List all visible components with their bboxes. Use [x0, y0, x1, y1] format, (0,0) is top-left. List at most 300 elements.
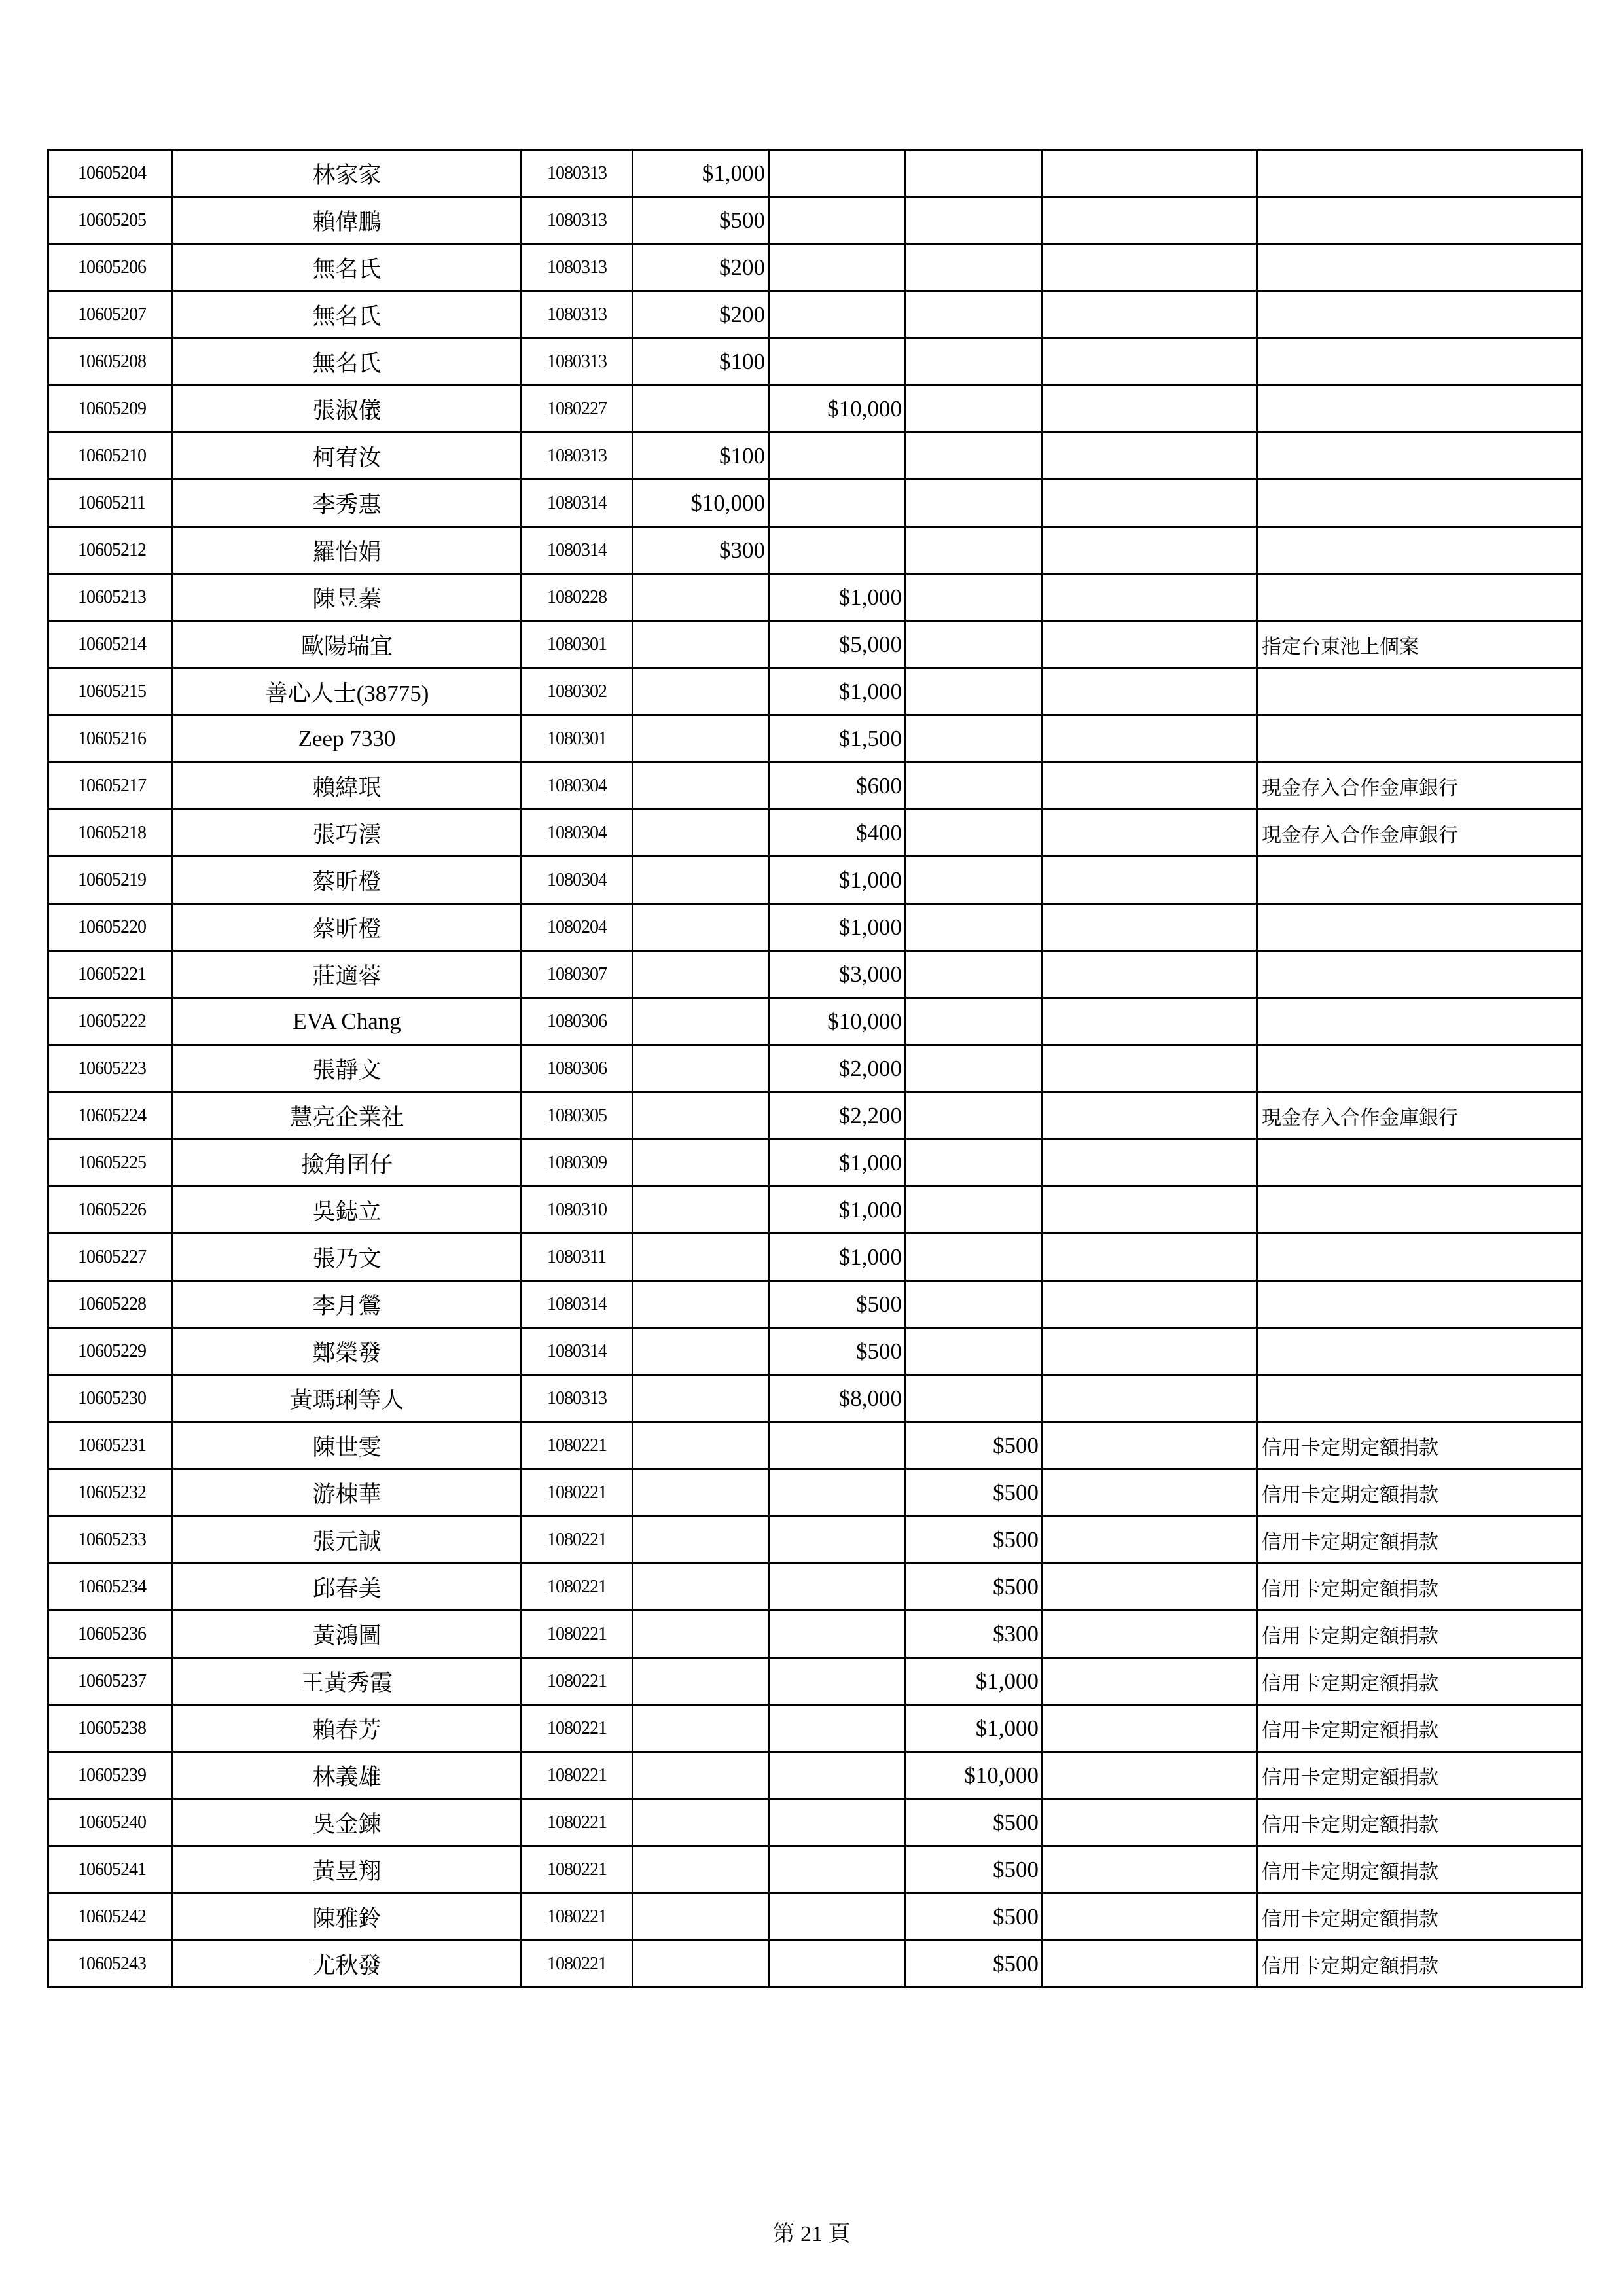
amount-col4-cell — [1043, 197, 1257, 244]
donation-date-cell: 1080302 — [522, 668, 633, 715]
table-row — [48, 904, 1582, 951]
donation-date-cell: 1080304 — [522, 810, 633, 857]
receipt-number-cell: 10605209 — [48, 386, 173, 433]
amount-col3-cell — [906, 433, 1043, 480]
remark-cell: 信用卡定期定額捐款 — [1257, 1516, 1582, 1564]
donor-name-cell: 王黃秀霞 — [173, 1658, 522, 1705]
receipt-number-cell: 10605204 — [48, 150, 173, 197]
amount-col3-cell — [906, 480, 1043, 527]
table-row — [48, 1281, 1582, 1328]
amount-col2-cell — [769, 1564, 906, 1611]
table-row — [48, 715, 1582, 762]
amount-col4-cell — [1043, 1705, 1257, 1752]
amount-col1-cell — [633, 951, 769, 998]
amount-col3-cell: $500 — [906, 1469, 1043, 1516]
amount-col1-cell: $200 — [633, 244, 769, 291]
receipt-number-cell: 10605234 — [48, 1564, 173, 1611]
donor-name-cell: EVA Chang — [173, 998, 522, 1045]
donor-name-cell: 羅怡娟 — [173, 527, 522, 574]
amount-col1-cell — [633, 386, 769, 433]
remark-cell — [1257, 433, 1582, 480]
table-row — [48, 1328, 1582, 1375]
amount-col4-cell — [1043, 1328, 1257, 1375]
remark-cell: 信用卡定期定額捐款 — [1257, 1658, 1582, 1705]
receipt-number-cell: 10605221 — [48, 951, 173, 998]
donor-name-cell: 黃鴻圖 — [173, 1611, 522, 1658]
donor-name-cell: 李秀惠 — [173, 480, 522, 527]
amount-col1-cell — [633, 1611, 769, 1658]
amount-col2-cell — [769, 1469, 906, 1516]
amount-col3-cell: $500 — [906, 1564, 1043, 1611]
receipt-number-cell: 10605215 — [48, 668, 173, 715]
amount-col4-cell — [1043, 1281, 1257, 1328]
amount-col1-cell — [633, 998, 769, 1045]
amount-col4-cell — [1043, 1846, 1257, 1893]
remark-cell: 信用卡定期定額捐款 — [1257, 1611, 1582, 1658]
receipt-number-cell: 10605211 — [48, 480, 173, 527]
amount-col3-cell — [906, 951, 1043, 998]
amount-col1-cell: $200 — [633, 291, 769, 338]
table-row — [48, 1564, 1582, 1611]
donor-name-cell: 鄭榮發 — [173, 1328, 522, 1375]
table-row — [48, 1846, 1582, 1893]
amount-col4-cell — [1043, 621, 1257, 668]
amount-col1-cell — [633, 1139, 769, 1187]
table-row — [48, 998, 1582, 1045]
table-row — [48, 150, 1582, 197]
amount-col1-cell — [633, 1893, 769, 1941]
receipt-number-cell: 10605226 — [48, 1187, 173, 1234]
amount-col3-cell — [906, 197, 1043, 244]
ledger-body — [48, 150, 1582, 1988]
amount-col1-cell: $100 — [633, 338, 769, 386]
amount-col3-cell — [906, 291, 1043, 338]
table-row — [48, 1516, 1582, 1564]
table-row — [48, 1893, 1582, 1941]
receipt-number-cell: 10605213 — [48, 574, 173, 621]
receipt-number-cell: 10605243 — [48, 1941, 173, 1988]
amount-col2-cell: $2,000 — [769, 1045, 906, 1092]
amount-col3-cell — [906, 1281, 1043, 1328]
amount-col1-cell — [633, 1092, 769, 1139]
receipt-number-cell: 10605225 — [48, 1139, 173, 1187]
amount-col2-cell: $500 — [769, 1328, 906, 1375]
receipt-number-cell: 10605214 — [48, 621, 173, 668]
table-row — [48, 386, 1582, 433]
amount-col1-cell — [633, 1375, 769, 1422]
amount-col2-cell: $1,000 — [769, 668, 906, 715]
amount-col1-cell: $1,000 — [633, 150, 769, 197]
receipt-number-cell: 10605239 — [48, 1752, 173, 1799]
table-row — [48, 1799, 1582, 1846]
receipt-number-cell: 10605224 — [48, 1092, 173, 1139]
receipt-number-cell: 10605232 — [48, 1469, 173, 1516]
amount-col1-cell: $10,000 — [633, 480, 769, 527]
amount-col2-cell: $10,000 — [769, 386, 906, 433]
amount-col3-cell: $500 — [906, 1941, 1043, 1988]
amount-col3-cell — [906, 1045, 1043, 1092]
donor-name-cell: 吳鋕立 — [173, 1187, 522, 1234]
amount-col3-cell: $1,000 — [906, 1705, 1043, 1752]
donation-date-cell: 1080314 — [522, 527, 633, 574]
amount-col1-cell — [633, 1234, 769, 1281]
amount-col2-cell: $1,000 — [769, 1234, 906, 1281]
amount-col1-cell — [633, 1846, 769, 1893]
table-row — [48, 1045, 1582, 1092]
amount-col4-cell — [1043, 1752, 1257, 1799]
donation-date-cell: 1080304 — [522, 857, 633, 904]
remark-cell — [1257, 715, 1582, 762]
amount-col4-cell — [1043, 386, 1257, 433]
donation-date-cell: 1080221 — [522, 1516, 633, 1564]
remark-cell — [1257, 998, 1582, 1045]
amount-col1-cell — [633, 1941, 769, 1988]
amount-col1-cell — [633, 857, 769, 904]
receipt-number-cell: 10605230 — [48, 1375, 173, 1422]
donation-date-cell: 1080306 — [522, 998, 633, 1045]
amount-col1-cell — [633, 810, 769, 857]
amount-col4-cell — [1043, 1092, 1257, 1139]
remark-cell — [1257, 480, 1582, 527]
amount-col3-cell — [906, 527, 1043, 574]
table-row — [48, 668, 1582, 715]
remark-cell — [1257, 338, 1582, 386]
amount-col3-cell — [906, 668, 1043, 715]
donor-name-cell: 張巧澐 — [173, 810, 522, 857]
donor-name-cell: Zeep 7330 — [173, 715, 522, 762]
donation-date-cell: 1080307 — [522, 951, 633, 998]
table-row — [48, 1611, 1582, 1658]
amount-col3-cell: $500 — [906, 1893, 1043, 1941]
table-row — [48, 291, 1582, 338]
amount-col2-cell: $1,500 — [769, 715, 906, 762]
amount-col1-cell — [633, 1516, 769, 1564]
amount-col4-cell — [1043, 244, 1257, 291]
amount-col1-cell: $300 — [633, 527, 769, 574]
donation-date-cell: 1080313 — [522, 197, 633, 244]
amount-col4-cell — [1043, 998, 1257, 1045]
donor-name-cell: 歐陽瑞宜 — [173, 621, 522, 668]
table-row — [48, 244, 1582, 291]
remark-cell: 信用卡定期定額捐款 — [1257, 1799, 1582, 1846]
amount-col2-cell: $5,000 — [769, 621, 906, 668]
donation-date-cell: 1080221 — [522, 1658, 633, 1705]
remark-cell — [1257, 951, 1582, 998]
receipt-number-cell: 10605236 — [48, 1611, 173, 1658]
amount-col2-cell — [769, 244, 906, 291]
donor-name-cell: 陳昱蓁 — [173, 574, 522, 621]
table-row — [48, 197, 1582, 244]
remark-cell — [1257, 244, 1582, 291]
amount-col2-cell: $1,000 — [769, 904, 906, 951]
amount-col4-cell — [1043, 1658, 1257, 1705]
donation-date-cell: 1080304 — [522, 762, 633, 810]
amount-col2-cell: $500 — [769, 1281, 906, 1328]
receipt-number-cell: 10605233 — [48, 1516, 173, 1564]
remark-cell: 信用卡定期定額捐款 — [1257, 1705, 1582, 1752]
remark-cell: 信用卡定期定額捐款 — [1257, 1564, 1582, 1611]
amount-col3-cell — [906, 810, 1043, 857]
donor-name-cell: 陳雅鈴 — [173, 1893, 522, 1941]
donor-name-cell: 張元誠 — [173, 1516, 522, 1564]
amount-col1-cell — [633, 574, 769, 621]
table-row — [48, 1092, 1582, 1139]
receipt-number-cell: 10605219 — [48, 857, 173, 904]
donor-name-cell: 張淑儀 — [173, 386, 522, 433]
amount-col3-cell — [906, 998, 1043, 1045]
receipt-number-cell: 10605217 — [48, 762, 173, 810]
receipt-number-cell: 10605231 — [48, 1422, 173, 1469]
remark-cell — [1257, 1139, 1582, 1187]
amount-col4-cell — [1043, 857, 1257, 904]
donation-date-cell: 1080301 — [522, 715, 633, 762]
table-row — [48, 433, 1582, 480]
donation-date-cell: 1080204 — [522, 904, 633, 951]
amount-col3-cell: $500 — [906, 1846, 1043, 1893]
donation-date-cell: 1080301 — [522, 621, 633, 668]
donor-name-cell: 善心人士(38775) — [173, 668, 522, 715]
amount-col4-cell — [1043, 150, 1257, 197]
donor-name-cell: 慧亮企業社 — [173, 1092, 522, 1139]
amount-col3-cell: $10,000 — [906, 1752, 1043, 1799]
table-row — [48, 621, 1582, 668]
remark-cell — [1257, 1234, 1582, 1281]
amount-col4-cell — [1043, 1187, 1257, 1234]
table-row — [48, 857, 1582, 904]
amount-col1-cell: $500 — [633, 197, 769, 244]
amount-col4-cell — [1043, 810, 1257, 857]
amount-col3-cell — [906, 857, 1043, 904]
amount-col1-cell — [633, 621, 769, 668]
amount-col3-cell — [906, 1139, 1043, 1187]
receipt-number-cell: 10605205 — [48, 197, 173, 244]
amount-col4-cell — [1043, 762, 1257, 810]
amount-col2-cell — [769, 1611, 906, 1658]
donation-date-cell: 1080221 — [522, 1893, 633, 1941]
table-row — [48, 1139, 1582, 1187]
amount-col3-cell: $500 — [906, 1516, 1043, 1564]
table-row — [48, 1705, 1582, 1752]
donor-name-cell: 張乃文 — [173, 1234, 522, 1281]
amount-col2-cell — [769, 1752, 906, 1799]
donation-date-cell: 1080313 — [522, 1375, 633, 1422]
amount-col2-cell — [769, 1516, 906, 1564]
amount-col3-cell — [906, 338, 1043, 386]
amount-col2-cell — [769, 150, 906, 197]
amount-col2-cell — [769, 1658, 906, 1705]
receipt-number-cell: 10605229 — [48, 1328, 173, 1375]
page-number: 第 21 頁 — [772, 2222, 851, 2246]
amount-col4-cell — [1043, 338, 1257, 386]
table-row — [48, 1375, 1582, 1422]
donation-date-cell: 1080221 — [522, 1941, 633, 1988]
donor-name-cell: 柯宥汝 — [173, 433, 522, 480]
amount-col3-cell: $1,000 — [906, 1658, 1043, 1705]
table-row — [48, 1469, 1582, 1516]
donor-name-cell: 賴緯珉 — [173, 762, 522, 810]
donor-name-cell: 莊適蓉 — [173, 951, 522, 998]
remark-cell — [1257, 574, 1582, 621]
table-row — [48, 1422, 1582, 1469]
table-row — [48, 1941, 1582, 1988]
amount-col2-cell — [769, 1846, 906, 1893]
receipt-number-cell: 10605227 — [48, 1234, 173, 1281]
donation-date-cell: 1080310 — [522, 1187, 633, 1234]
donation-date-cell: 1080221 — [522, 1469, 633, 1516]
amount-col4-cell — [1043, 1045, 1257, 1092]
amount-col4-cell — [1043, 1893, 1257, 1941]
amount-col1-cell — [633, 1658, 769, 1705]
amount-col3-cell — [906, 1328, 1043, 1375]
remark-cell — [1257, 857, 1582, 904]
amount-col1-cell — [633, 668, 769, 715]
amount-col2-cell — [769, 1705, 906, 1752]
donor-name-cell: 賴偉鵬 — [173, 197, 522, 244]
remark-cell: 現金存入合作金庫銀行 — [1257, 810, 1582, 857]
remark-cell — [1257, 386, 1582, 433]
remark-cell — [1257, 291, 1582, 338]
remark-cell — [1257, 1187, 1582, 1234]
donor-name-cell: 尤秋發 — [173, 1941, 522, 1988]
donor-name-cell: 張靜文 — [173, 1045, 522, 1092]
remark-cell: 指定台東池上個案 — [1257, 621, 1582, 668]
amount-col3-cell — [906, 574, 1043, 621]
remark-cell: 信用卡定期定額捐款 — [1257, 1893, 1582, 1941]
amount-col2-cell — [769, 480, 906, 527]
table-row — [48, 1187, 1582, 1234]
amount-col4-cell — [1043, 1139, 1257, 1187]
amount-col3-cell — [906, 1234, 1043, 1281]
amount-col4-cell — [1043, 574, 1257, 621]
amount-col2-cell — [769, 1799, 906, 1846]
table-row — [48, 762, 1582, 810]
receipt-number-cell: 10605237 — [48, 1658, 173, 1705]
amount-col3-cell — [906, 1092, 1043, 1139]
amount-col3-cell — [906, 904, 1043, 951]
donation-date-cell: 1080313 — [522, 338, 633, 386]
receipt-number-cell: 10605216 — [48, 715, 173, 762]
amount-col1-cell: $100 — [633, 433, 769, 480]
donation-date-cell: 1080221 — [522, 1564, 633, 1611]
donation-date-cell: 1080221 — [522, 1846, 633, 1893]
amount-col2-cell: $2,200 — [769, 1092, 906, 1139]
amount-col4-cell — [1043, 951, 1257, 998]
receipt-number-cell: 10605207 — [48, 291, 173, 338]
remark-cell — [1257, 904, 1582, 951]
amount-col3-cell — [906, 621, 1043, 668]
donor-name-cell: 陳世雯 — [173, 1422, 522, 1469]
remark-cell: 現金存入合作金庫銀行 — [1257, 762, 1582, 810]
amount-col4-cell — [1043, 904, 1257, 951]
amount-col2-cell: $3,000 — [769, 951, 906, 998]
donation-date-cell: 1080306 — [522, 1045, 633, 1092]
amount-col4-cell — [1043, 291, 1257, 338]
donor-name-cell: 林義雄 — [173, 1752, 522, 1799]
amount-col3-cell — [906, 1187, 1043, 1234]
receipt-number-cell: 10605208 — [48, 338, 173, 386]
amount-col4-cell — [1043, 1234, 1257, 1281]
amount-col2-cell — [769, 197, 906, 244]
amount-col4-cell — [1043, 1422, 1257, 1469]
donation-date-cell: 1080228 — [522, 574, 633, 621]
amount-col4-cell — [1043, 1469, 1257, 1516]
donor-name-cell: 無名氏 — [173, 338, 522, 386]
donation-date-cell: 1080221 — [522, 1752, 633, 1799]
donation-date-cell: 1080313 — [522, 244, 633, 291]
amount-col4-cell — [1043, 1611, 1257, 1658]
remark-cell: 信用卡定期定額捐款 — [1257, 1941, 1582, 1988]
donor-name-cell: 林家家 — [173, 150, 522, 197]
receipt-number-cell: 10605212 — [48, 527, 173, 574]
amount-col3-cell: $500 — [906, 1422, 1043, 1469]
receipt-number-cell: 10605206 — [48, 244, 173, 291]
donor-name-cell: 吳金鍊 — [173, 1799, 522, 1846]
receipt-number-cell: 10605238 — [48, 1705, 173, 1752]
amount-col2-cell — [769, 433, 906, 480]
amount-col1-cell — [633, 1705, 769, 1752]
receipt-number-cell: 10605222 — [48, 998, 173, 1045]
donation-date-cell: 1080313 — [522, 291, 633, 338]
amount-col3-cell — [906, 244, 1043, 291]
donor-name-cell: 無名氏 — [173, 291, 522, 338]
donor-name-cell: 蔡昕橙 — [173, 904, 522, 951]
table-row — [48, 338, 1582, 386]
donor-name-cell: 黃瑪琍等人 — [173, 1375, 522, 1422]
amount-col4-cell — [1043, 1799, 1257, 1846]
receipt-number-cell: 10605242 — [48, 1893, 173, 1941]
donation-date-cell: 1080221 — [522, 1799, 633, 1846]
donation-ledger-table — [47, 149, 1583, 1988]
amount-col2-cell: $600 — [769, 762, 906, 810]
amount-col3-cell — [906, 1375, 1043, 1422]
amount-col1-cell — [633, 1422, 769, 1469]
amount-col1-cell — [633, 715, 769, 762]
amount-col3-cell — [906, 715, 1043, 762]
amount-col1-cell — [633, 1045, 769, 1092]
amount-col3-cell: $500 — [906, 1799, 1043, 1846]
donor-name-cell: 李月鶯 — [173, 1281, 522, 1328]
remark-cell — [1257, 197, 1582, 244]
donation-date-cell: 1080221 — [522, 1422, 633, 1469]
amount-col2-cell: $1,000 — [769, 574, 906, 621]
receipt-number-cell: 10605220 — [48, 904, 173, 951]
amount-col3-cell: $300 — [906, 1611, 1043, 1658]
remark-cell — [1257, 1281, 1582, 1328]
table-row — [48, 527, 1582, 574]
remark-cell — [1257, 668, 1582, 715]
donor-name-cell: 游棟華 — [173, 1469, 522, 1516]
table-row — [48, 1752, 1582, 1799]
amount-col2-cell: $400 — [769, 810, 906, 857]
amount-col2-cell — [769, 1941, 906, 1988]
donation-date-cell: 1080221 — [522, 1705, 633, 1752]
donor-name-cell: 黃昱翔 — [173, 1846, 522, 1893]
receipt-number-cell: 10605223 — [48, 1045, 173, 1092]
amount-col2-cell: $1,000 — [769, 1187, 906, 1234]
amount-col3-cell — [906, 762, 1043, 810]
amount-col1-cell — [633, 1752, 769, 1799]
donor-name-cell: 邱春美 — [173, 1564, 522, 1611]
table-row — [48, 810, 1582, 857]
amount-col1-cell — [633, 1187, 769, 1234]
amount-col4-cell — [1043, 1516, 1257, 1564]
amount-col1-cell — [633, 1564, 769, 1611]
amount-col4-cell — [1043, 1941, 1257, 1988]
table-row — [48, 951, 1582, 998]
remark-cell: 信用卡定期定額捐款 — [1257, 1752, 1582, 1799]
receipt-number-cell: 10605240 — [48, 1799, 173, 1846]
amount-col3-cell — [906, 386, 1043, 433]
